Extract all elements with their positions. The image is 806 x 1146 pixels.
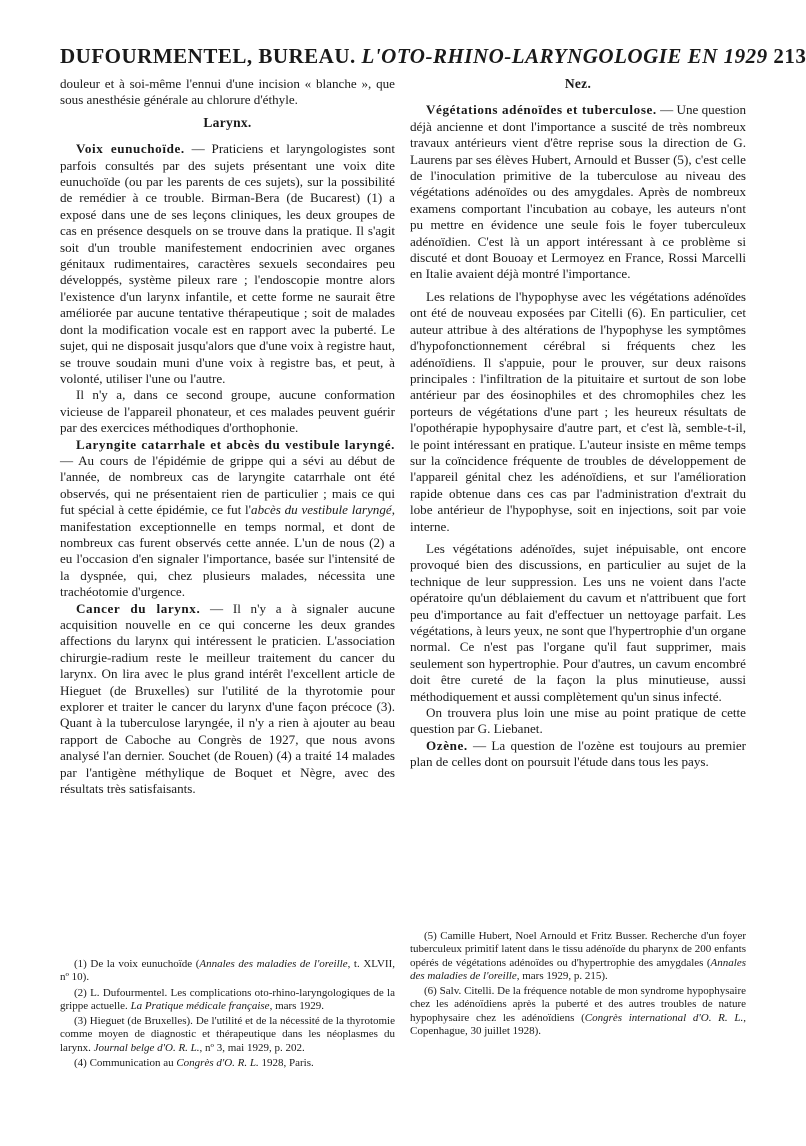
laryngite-title: Laryngite catarrhale et abcès du vestibule laryngé. [76, 436, 395, 452]
footnote-4 [60, 1057, 395, 1070]
header-authors: DUFOURMENTEL, BUREAU. [60, 44, 356, 68]
cancer-title: Cancer du larynx. [76, 600, 201, 616]
liebanet-paragraph: On trouvera plus loin une mise au point pratique de cette question par G. Liebanet. [410, 705, 746, 737]
footnote-4-text: (4) Communication au [74, 1057, 177, 1070]
footnote-2 [60, 987, 395, 1014]
cancer-paragraph [60, 601, 395, 798]
footnotes-left [60, 958, 395, 1072]
footnote-2-ref: , mars 1929. [269, 999, 324, 1012]
footnotes-right [410, 930, 746, 1040]
footnote-5-ref: , mars 1929, p. 215). [516, 969, 608, 982]
voix-paragraph-2: Il n'y a, dans ce second groupe, aucune conformation vicieuse de l'appareil phonateur, et ces malades peuvent guérir par des exercices méthodiques d'orthophonie. [60, 387, 395, 436]
footnote-3-ref: , nº 3, mai 1929, p. 202. [199, 1041, 305, 1054]
footnote-4-journal: Congrès d'O. R. L. [176, 1057, 259, 1070]
footnote-5-journal: Annales des maladies de l'oreille [410, 956, 746, 982]
right-column [410, 76, 746, 771]
laryngite-text-a: — Au cours de l'épidémie de grippe qui a sévi au début de l'année, de nombreux cas de laryngite catarrhale ont été observés, qui ne présentaient rien de particulier ; mais ce qui fut spécial à cette épidémie, ce fut l' [60, 452, 395, 518]
footnote-6-journal: Congrès international d'O. R. L. [584, 1011, 744, 1024]
footnote-1-text: (1) De la voix eunuchoïde ( [74, 958, 200, 970]
footnote-6-text: (6) Salv. Citelli. De la fréquence notable de mon syndrome hypophysaire chez les adénoïdiens après la puberté et des autres troubles de nature hypophysaire chez les adénoïdiens ( [410, 985, 746, 1024]
footnote-3-journal: Journal belge d'O. R. L. [93, 1041, 200, 1054]
footnote-5 [410, 930, 746, 983]
continuation-paragraph: douleur et à soi-même l'ennui d'une incision « blanche », que sous anesthésie générale au chlorure d'éthyle. [60, 76, 395, 108]
page-number: 213 [773, 44, 806, 68]
voix-title: Voix eunuchoïde. [76, 141, 185, 157]
header-title: L'OTO-RHINO-LARYNGOLOGIE EN 1929 [361, 44, 768, 68]
ozene-paragraph [410, 738, 746, 771]
footnote-1-journal: Annales des maladies de l'oreille [199, 958, 348, 970]
footnote-4-ref: 1928, Paris. [258, 1057, 314, 1070]
footnote-6 [410, 985, 746, 1038]
voix-text: — Praticiens et laryngologistes sont parfois consultés par des sujets présentant une voix dite eunuchoïde (ou par les parents de ces sujets), sur la possibilité de remédier à ce trouble. Birman-Bera (de Bucarest) (1) a exposé dans une de ses leçons cliniques, les deux groupes de cas en présence desquels on se trouve dans la pratique. Il s'agit soit d'un trouble manifestement endocrinien avec organes génitaux rudimentaires, caractères sexuels secondaires peu développés, système pileux rare ; l'endoscopie montre alors l'existence d'un larynx infantile, et cette forme ne saurait être améliorée par aucune tentative thérapeutique ; soit de malades dont la modification vocale est en rapport avec la puberté. Le sujet, qui ne disposait jusqu'alors que d'une voix à registre haut, se trouve soudain muni d'une voix à registre bas, et peut, à volonté, utiliser l'une ou l'autre. [60, 141, 395, 386]
section-heading-larynx: Larynx. [203, 114, 252, 130]
voix-paragraph [60, 141, 395, 387]
vegetations-paragraph [410, 102, 746, 282]
running-head [60, 44, 806, 69]
footnote-2-journal: La Pratique médicale française [130, 999, 270, 1012]
hypophyse-paragraph: Les relations de l'hypophyse avec les végétations adénoïdes ont été de nouveau exposées par Citelli (6). En particulier, cet auteur attribue à des altérations de l'hypophyse les symptômes d'hypofonctionnement cérébral si fréquents chez les adénoïdiens. Il s'appuie, pour le prouver, sur deux raisons principales : l'infiltration de la pituitaire et surtout de son lobe antérieur par des éosinophiles et des chromophiles chez les porteurs de végétations d'une part ; les heureux résultats de l'opothérapie hypophysaire d'autre part, et c'est là, semble-t-il, le point intéressant en pratique. L'auteur insiste en même temps sur la coïncidence fréquente de troubles de développement de l'appareil génital chez les adénoïdiens, et sur l'amélioration rapide obtenue dans ces cas par l'administration d'extrait du lobe antérieur de l'hypophyse, soit en injections, soit par voie interne. [410, 288, 746, 534]
left-column [60, 76, 395, 797]
footnote-1-ref: , t. XLVII, nº 10). [60, 958, 395, 984]
footnote-6-ref: , Copenhague, 30 juillet 1928). [410, 1011, 746, 1038]
footnote-5-text: (5) Camille Hubert, Noel Arnould et Fritz Busser. Recherche d'un foyer tuberculeux primitif latent dans le tissu adénoïde du pharynx de 200 enfants opérés de végétations adénoïdes ou d'hypertrophie des amygdales ( [410, 930, 746, 969]
ozene-title: Ozène. [426, 737, 468, 753]
vegetations-text: — Une question déjà ancienne et dont l'importance a suscité de très nombreux travaux antérieurs vient d'être reprise sous la direction de G. Laurens par ses élèves Hubert, Arnould et Busser (5), c'est celle de l'inoculation primitive de la tuberculose au niveau des végétations adénoïdes ou des amygdales. Après de nombreux examens comportant l'incubation au cobaye, les auteurs n'ont pu mettre en évidence une seule fois le foyer tuberculeux adénoïdien. C'est là un apport intéressant à ce problème si discuté et dont Bouoay et Lermoyez en France, Rossi Marcelli en Italie avaient déjà montré l'importance. [410, 102, 746, 282]
section-heading-nez: Nez. [564, 76, 592, 91]
footnote-1 [60, 958, 395, 985]
vegetations-title: Végétations adénoïdes et tuberculose. [426, 102, 657, 118]
laryngite-text-em: abcès du vestibule laryngé [251, 502, 392, 518]
footnote-2-text: (2) L. Dufourmentel. Les complications oto-rhino-laryngologiques de la grippe actuelle. [60, 986, 395, 1012]
ozene-text: — La question de l'ozène est toujours au premier plan de celles dont on poursuit l'étude dans tous les pays. [410, 737, 746, 770]
cancer-text: — Il n'y a à signaler aucune acquisition nouvelle en ce qui concerne les deux grandes affections du larynx qui intéressent le praticien. L'association chirurgie-radium reste le meilleur traitement du cancer du larynx. On lira avec le plus grand intérêt l'excellent article de Hieguet (de Bruxelles) sur l'utilité de la thyrotomie pour explorer et traiter le cancer du larynx d'une façon précoce (3). Quant à la tuberculose laryngée, il n'y a rien à ajouter au beau rapport de Caboche au Congrès de 1927, que nous avons analysé l'an dernier. Souchet (de Rouen) (4) a traité 14 malades par l'antigène méthylique de Boquet et Nègre, avec des résultats très satisfaisants. [60, 600, 395, 797]
suppression-paragraph: Les végétations adénoïdes, sujet inépuisable, ont encore provoqué bien des discussions, en particulier au sujet de la technique de leur suppression. Les uns ne voient dans l'acte opératoire qu'un déblaiement du cavum et n'attribuent que fort peu d'importance au fait d'effectuer un nettoyage parfait. Les végétations, à leurs yeux, ne sont que l'hypertrophie d'un organe normal. Ce n'est pas l'organe qu'il faut supprimer, mais seulement son hypertrophie. Pour d'autres, un cavum encombré doit être cureté de la façon la plus minutieuse, aussi méthodiquement et aussi complètement qu'un sinus infecté. [410, 540, 746, 704]
footnote-3-text: (3) Hieguet (de Bruxelles). De l'utilité et de la nécessité de la thyrotomie comme moyen de diagnostic et thérapeutique dans les néoplasmes du larynx. [60, 1015, 395, 1054]
laryngite-text-b: , manifestation exceptionnelle en temps normal, et dont de nombreux cas furent observés cette année. L'un de nous (2) a eu l'occasion d'en signaler l'importance, basée sur l'intensité de la dyspnée, qui, chez plusieurs malades, nécessita une trachéotomie d'urgence. [60, 502, 395, 600]
laryngite-paragraph [60, 437, 395, 601]
footnote-3 [60, 1015, 395, 1055]
